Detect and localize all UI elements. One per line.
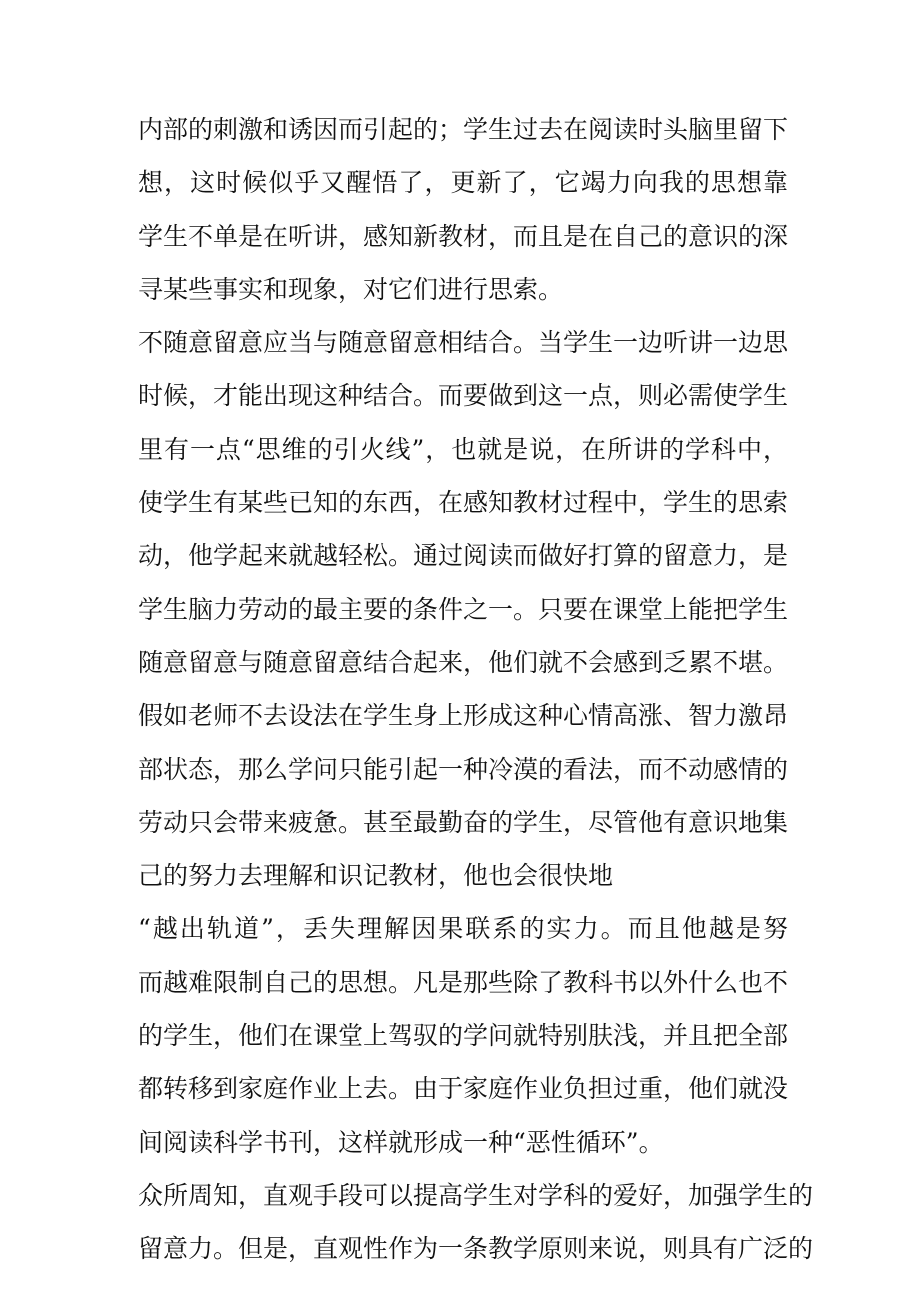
text-line: 寻某些事实和现象，对它们进行思索。 [138, 274, 564, 304]
text-line: 内部的刺激和诱因而引起的；学生过去在阅读时头脑里留下 [138, 115, 788, 144]
text-line: 使学生有某些已知的东西，在感知教材过程中，学生的思索 [138, 488, 788, 518]
text-line: 学生不单是在听讲，感知新教材，而且是在自己的意识的深 [138, 221, 788, 251]
text-line: 劳动只会带来疲惫。甚至最勤奋的学生，尽管他有意识地集 [138, 807, 788, 837]
text-line: 而越难限制自己的思想。凡是那些除了教科书以外什么也不 [138, 967, 788, 997]
text-line: 想，这时候似乎又醒悟了，更新了，它竭力向我的思想靠 [138, 168, 788, 198]
body-text [138, 103, 814, 1276]
text-line: 里有一点“思维的引火线”，也就是说，在所讲的学科中， [138, 434, 788, 464]
text-line: 留意力。但是，直观性作为一条教学原则来说，则具有广泛的 [138, 1234, 814, 1264]
text-line: 间阅读科学书刊，这样就形成一种“恶性循环”。 [138, 1127, 664, 1157]
text-line: 学生脑力劳动的最主要的条件之一。只要在课堂上能把学生 [138, 594, 788, 624]
text-line: 己的努力去理解和识记教材，他也会很快地 [138, 861, 614, 891]
text-line: 都转移到家庭作业上去。由于家庭作业负担过重，他们就没 [138, 1074, 788, 1104]
text-line: 部状态，那么学问只能引起一种冷漠的看法，而不动感情的 [138, 754, 788, 784]
text-line: 的学生，他们在课堂上驾驭的学问就特别肤浅，并且把全部 [138, 1021, 788, 1051]
text-line: 众所周知，直观手段可以提高学生对学科的爱好，加强学生的 [138, 1180, 814, 1210]
text-line: 动，他学起来就越轻松。通过阅读而做好打算的留意力，是 [138, 541, 788, 571]
text-line: 随意留意与随意留意结合起来，他们就不会感到乏累不堪。 [138, 647, 789, 677]
text-line: 时候，才能出现这种结合。而要做到这一点，则必需使学生 [138, 381, 788, 411]
text-line: “越出轨道”，丢失理解因果联系的实力。而且他越是努 [138, 914, 788, 944]
text-line: 假如老师不去设法在学生身上形成这种心情高涨、智力激昂 [138, 701, 788, 731]
text-line: 不随意留意应当与随意留意相结合。当学生一边听讲一边思 [138, 328, 788, 358]
